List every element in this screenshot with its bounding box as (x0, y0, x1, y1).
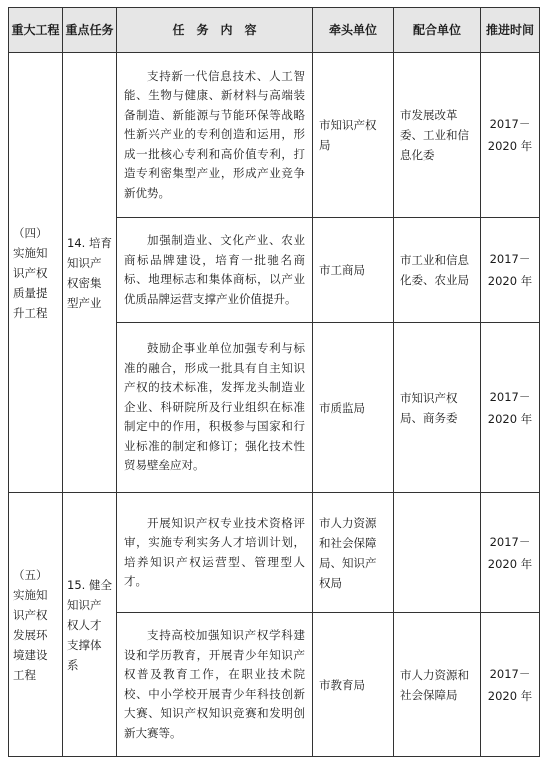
time-cell: 2017－2020 年 (481, 323, 540, 493)
task-table (8, 7, 540, 757)
header-time: 推进时间 (481, 8, 540, 53)
task-content-text: 开展知识产权专业技术资格评审，实施专利实务人才培训计划，培养知识产权运营型、管理型人才。 (124, 515, 305, 588)
key-task-cell: 15. 健全知识产权人才支撑体系 (63, 493, 117, 757)
task-content-cell (117, 493, 313, 613)
task-content-text: 鼓励企事业单位加强专利与标准的融合，形成一批具有自主知识产权的技术标准，发挥龙头制造业企业、科研院所及行业组织在标准制定中的作用，积极参与国家和行业标准的制定和修订；强化技术性贸易壁垒应对。 (124, 341, 305, 473)
table-row (9, 53, 540, 218)
coop-unit-cell: 市发展改革委、工业和信息化委 (394, 53, 481, 218)
key-task-cell: 14. 培育知识产权密集型产业 (63, 53, 117, 493)
header-key-task: 重点任务 (63, 8, 117, 53)
task-content-cell (117, 53, 313, 218)
major-project-cell: （四）实施知识产权质量提升工程 (9, 53, 63, 493)
task-content-text: 支持高校加强知识产权学科建设和学历教育，开展青少年知识产权普及教育工作，在职业技术院校、中小学校开展青少年科技创新大赛、知识产权知识竞赛和发明创新大赛等。 (124, 628, 305, 740)
coop-unit-cell: 市知识产权局、商务委 (394, 323, 481, 493)
task-content-cell (117, 218, 313, 323)
lead-unit-cell: 市工商局 (313, 218, 394, 323)
coop-unit-cell: 市人力资源和社会保障局 (394, 613, 481, 757)
time-cell: 2017－2020 年 (481, 53, 540, 218)
header-row (9, 8, 540, 53)
lead-unit-cell: 市教育局 (313, 613, 394, 757)
header-task-content: 任 务 内 容 (117, 8, 313, 53)
lead-unit-cell: 市人力资源和社会保障局、知识产权局 (313, 493, 394, 613)
coop-unit-cell: 市工业和信息化委、农业局 (394, 218, 481, 323)
lead-unit-cell: 市质监局 (313, 323, 394, 493)
header-coop-unit: 配合单位 (394, 8, 481, 53)
coop-unit-cell (394, 493, 481, 613)
task-content-cell (117, 323, 313, 493)
time-cell: 2017－2020 年 (481, 493, 540, 613)
lead-unit-cell: 市知识产权局 (313, 53, 394, 218)
task-content-text: 加强制造业、文化产业、农业商标品牌建设，培育一批驰名商标、地理标志和集体商标，以产业优质品牌运营支撑产业价值提升。 (124, 233, 305, 306)
table-row (9, 493, 540, 613)
header-major-project: 重大工程 (9, 8, 63, 53)
task-content-text: 支持新一代信息技术、人工智能、生物与健康、新材料与高端装备制造、新能源与节能环保等战略性新兴产业的专利创造和运用，形成一批核心专利和高价值专利，打造专利密集型产业，形成产业竞争新优势。 (124, 68, 305, 200)
major-project-cell: （五）实施知识产权发展环境建设工程 (9, 493, 63, 757)
task-content-cell (117, 613, 313, 757)
time-cell: 2017－2020 年 (481, 613, 540, 757)
time-cell: 2017－2020 年 (481, 218, 540, 323)
header-lead-unit: 牵头单位 (313, 8, 394, 53)
